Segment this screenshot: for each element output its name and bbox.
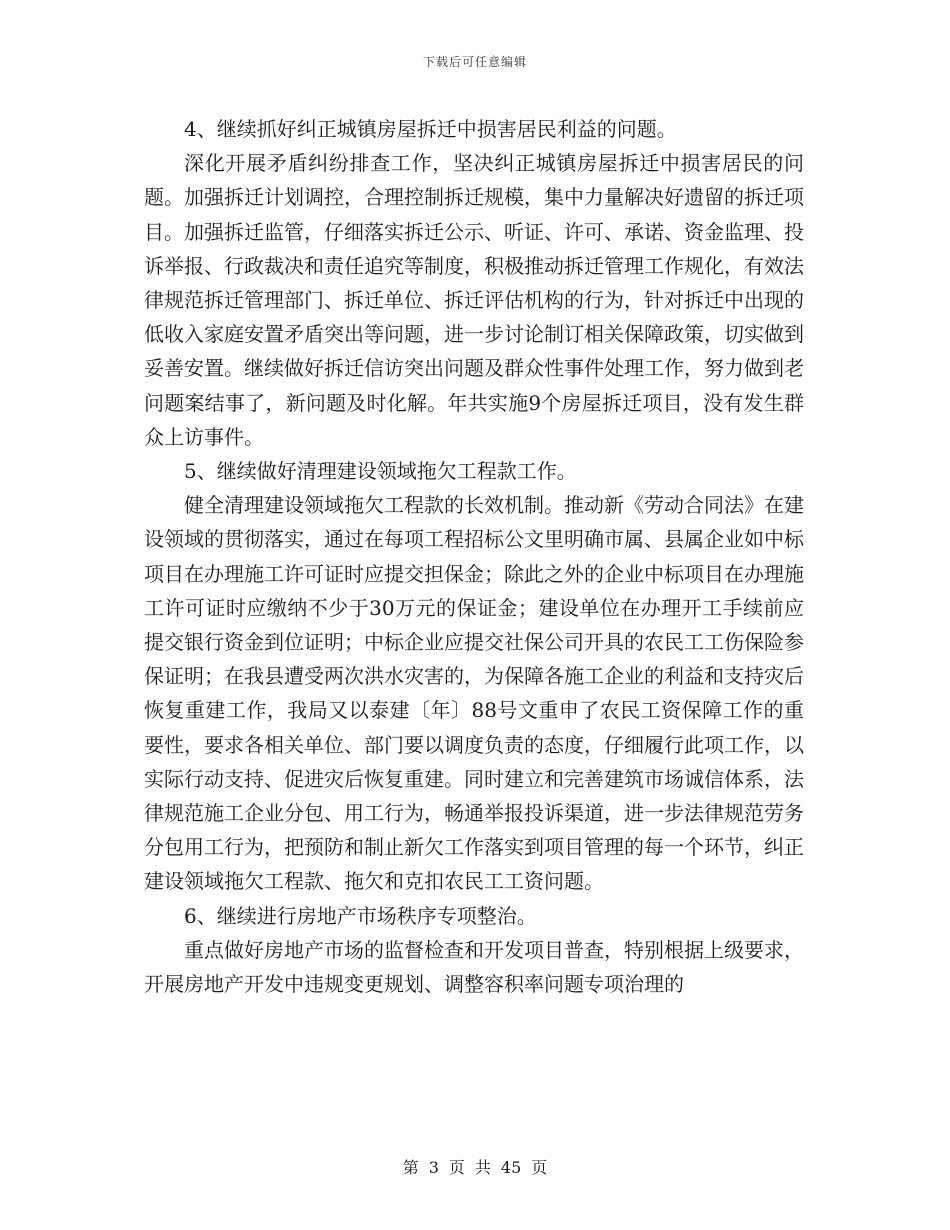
paragraph: 健全清理建设领域拖欠工程款的长效机制。推动新《劳动合同法》在建设领域的贯彻落实，通过在每项工程招标公文里明确市属、县属企业如中标项目在办理施工许可证时应提交担保金；除此之外的企业中标项目在办理施工许可证时应缴纳不少于30万元的保证金；建设单位在办理开工手续前应提交银行资金到位证明；中标企业应提交社保公司开具的农民工工伤保险参保证明；在我县遭受两次洪水灾害的，为保障各施工企业的利益和支持灾后恢复重建工作，我局又以泰建〔年〕88号文重申了农民工资保障工作的重要性，要求各相关单位、部门要以调度负责的态度，仔细履行此项工作，以实际行动支持、促进灾后恢复重建。同时建立和完善建筑市场诚信体系，法律规范施工企业分包、用工行为，畅通举报投诉渠道，进一步法律规范劳务分包用工行为，把预防和制止新欠工作落实到项目管理的每一个环节，纠正建设领域拖欠工程款、拖欠和克扣农民工工资问题。 [144,493,804,894]
page-label-mid: 页 [448,1158,465,1177]
page-label-suffix: 页 [531,1158,548,1177]
paragraph: 重点做好房地产市场的监督检查和开发项目普查，特别根据上级要求，开展房地产开发中违规变更规划、调整容积率问题专项治理的 [144,937,804,997]
total-pages-number: 45 [500,1158,522,1177]
section-heading-4: 4、继续抓好纠正城镇房屋拆迁中损害居民利益的问题。 [184,117,677,141]
paragraph: 深化开展矛盾纠纷排查工作，坚决纠正城镇房屋拆迁中损害居民的问题。加强拆迁计划调控，合理控制拆迁规模，集中力量解决好遗留的拆迁项目。加强拆迁监管，仔细落实拆迁公示、听证、许可、承诺、资金监理、投诉举报、行政裁决和责任追究等制度，积极推动拆迁管理工作规化，有效法律规范拆迁管理部门、拆迁单位、拆迁评估机构的行为，针对拆迁中出现的低收入家庭安置矛盾突出等问题，进一步讨论制订相关保障政策，切实做到妥善安置。继续做好拆迁信访突出问题及群众性事件处理工作，努力做到老问题案结事了，新问题及时化解。年共实施9个房屋拆迁项目，没有发生群众上访事件。 [144,151,804,449]
section-heading-6: 6、继续进行房地产市场秩序专项整治。 [184,903,537,928]
current-page-number: 3 [428,1158,439,1177]
document-body [144,112,804,1001]
page-footer [0,1155,950,1178]
section-heading-5: 5、继续做好清理建设领域拖欠工程款工作。 [184,459,577,484]
total-label: 共 [474,1158,491,1177]
page-header: 下载后可任意编辑 [422,55,527,69]
page-label-prefix: 第 [402,1158,419,1177]
